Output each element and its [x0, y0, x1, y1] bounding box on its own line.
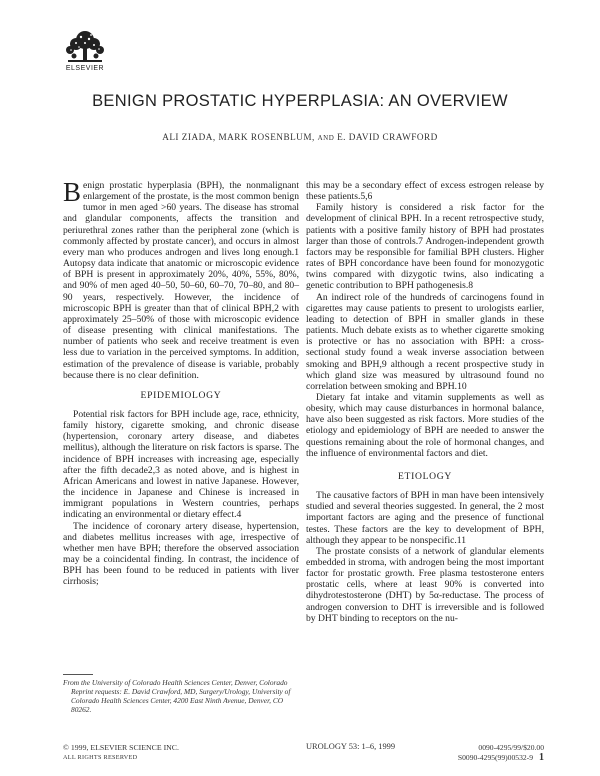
copyright: © 1999, ELSEVIER SCIENCE INC.	[63, 743, 179, 752]
page-number: 1	[539, 752, 544, 763]
article-title: BENIGN PROSTATIC HYPERPLASIA: AN OVERVIEW	[92, 92, 508, 110]
paragraph: Potential risk factors for BPH include age, race, ethnicity, family history, cigarette smoking, and chronic disease (hypertension, coronary artery disease, and diabetes mellitus), although the literature on risk factors is sparse. The incidence of BPH increases with increasing age, especially after the fifth decade2,3 as noted above, and is highest in African Americans and lowest in native Japanese. However, the incidence in Japanese and Chinese is increased in immigrant populations in Western countries, perhaps indicating an environmental or dietary effect.4	[63, 408, 299, 521]
elsevier-logo	[62, 30, 108, 72]
footnotes	[63, 678, 301, 714]
pii-code: S0090-4295(99)00532-9	[457, 753, 533, 762]
paragraph: The causative factors of BPH in man have been intensively studied and several theories suggested. In general, the 2 most important factors are aging and the presence of functional testes. These factors are the key to development of BPH, although they appear to be nonspecific.11	[306, 490, 544, 546]
issn-block	[408, 743, 544, 763]
reprint-note: Reprint requests: E. David Crawford, MD, Surgery/Urology, University of Colorado Health Sciences Center, 4200 East Ninth Avenue, Denver, CO 80262.	[71, 687, 291, 714]
authors-part2: E. DAVID CRAWFORD	[337, 132, 438, 142]
section-heading-epidemiology: EPIDEMIOLOGY	[140, 389, 222, 401]
publisher-name: ELSEVIER	[65, 65, 105, 72]
section-heading-etiology: ETIOLOGY	[397, 470, 453, 482]
paragraph: Dietary fat intake and vitamin supplements as well as obesity, which may cause disturbances in hormonal balance, have also been suggested as risk factors. More studies of the etiology and epidemiology of BPH are needed to answer the questions remaining about the role of hormonal changes, and the influence of environmental factors and diet.	[306, 391, 544, 459]
author-line	[0, 132, 600, 142]
left-column	[63, 177, 299, 588]
intro-paragraph	[63, 177, 299, 381]
paragraph: The prostate consists of a network of glandular elements embedded in stroma, with androgen being the most important factor for prostatic growth. Free plasma testosterone enters prostatic cells, where at least 90% is converted into dihydrotestosterone (DHT) by 5α-reductase. The process of androgen conversion to DHT is irreversible and is followed by DHT binding to receptors on the nu-	[306, 545, 544, 624]
intro-text: enign prostatic hyperplasia (BPH), the nonmalignant enlargement of the prostate, is the most common benign tumor in men aged >60 years. The disease has stromal and glandular components, affects the transition and periurethral zones rather than the peripheral zone (which is commonly affected by prostate cancer), and occurs in almost every man who produces androgen and lives long enough.1 Autopsy data indicate that anatomic or microscopic evidence of BPH is present in approximately 20%, 40%, 55%, 80%, and 90% of men aged 40–50, 50–60, 60–70, 70–80, and 80–90 years, respectively. However, the incidence of microscopic BPH is greater than that of clinical BPH,2 with approximately 25–50% of those with microscopic evidence of disease presenting with clinical manifestations. The number of patients who seek and receive treatment is even less due to variation in the perceived symptoms. In addition, estimation of the prevalence of disease is variable, probably because there is no clear definition.	[63, 180, 299, 381]
journal-citation: UROLOGY 53: 1–6, 1999	[306, 742, 396, 751]
paragraph: this may be a secondary effect of excess estrogen release by these patients.5,6	[306, 180, 544, 203]
paragraph: Family history is considered a risk factor for the development of clinical BPH. In a recent retrospective study, patients with a positive family history of BPH had prostates larger than those of controls.7 Androgen-independent growth factors may be responsible for familial BPH clusters. Higher rates of BPH concordance have been found for monozygotic twins compared with dizygotic twins, also indicating a genetic contribution to BPH pathogenesis.8	[306, 202, 544, 292]
issn-price: 0090-4295/99/$20.00	[478, 743, 544, 752]
authors-part1: ALI ZIADA, MARK ROSENBLUM,	[162, 132, 315, 142]
copyright-block	[63, 743, 179, 763]
paragraph: An indirect role of the hundreds of carcinogens found in cigarettes may cause patients to present to urologists earlier, leading to detection of BPH in smaller glands in these patients. Much debate exists as to whether cigarette smoking is protective or has no association with BPH: a cross-sectional study found a weak inverse association between smoking and BPH,9 although a recent prospective study in which gland size was measured by ultrasound found no correlation between smoking and BPH.10	[306, 291, 544, 392]
rights-reserved: ALL RIGHTS RESERVED	[63, 754, 138, 761]
right-column	[306, 180, 544, 624]
elsevier-tree-icon	[62, 30, 108, 64]
footnote-divider	[63, 674, 93, 675]
authors-and: AND	[317, 134, 335, 142]
paragraph: The incidence of coronary artery disease, hypertension, and diabetes mellitus increases with age, irrespective of whether men have BPH; therefore the observed association may be a coincidental finding. In contrast, the incidence of BPH has been found to be reduced in patients with liver cirrhosis;	[63, 520, 299, 588]
drop-cap: B	[63, 177, 82, 207]
affiliation-note: From the University of Colorado Health Sciences Center, Denver, Colorado	[63, 678, 288, 687]
